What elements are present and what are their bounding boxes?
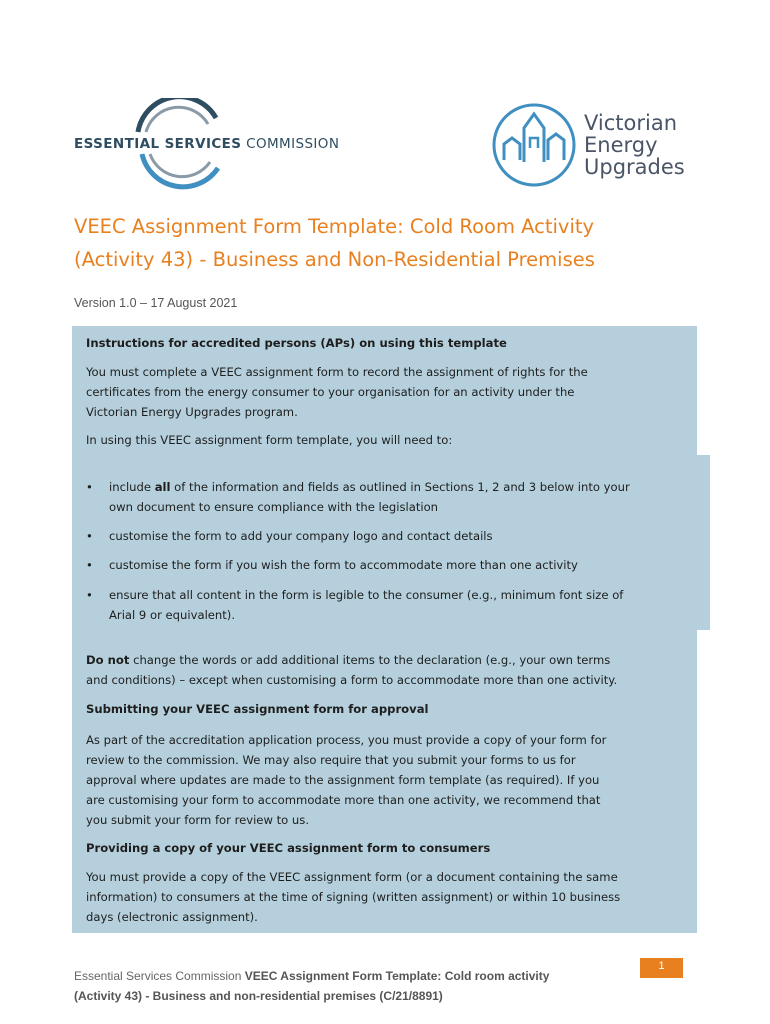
bullet-icon: •: [86, 558, 93, 572]
submitting-line-3: approval where updates are made to the assignment form template (as required). If you: [86, 773, 600, 787]
do-not-line-1: [86, 650, 686, 670]
submitting-line-5: you submit your form for review to us.: [86, 813, 310, 827]
bullet-1-post: of the information and fields as outlined in Sections 1, 2 and 3 below into your: [170, 480, 630, 494]
para1-line-2: certificates from the energy consumer to your organisation for an activity under the: [86, 385, 575, 399]
esc-logo-bold: ESSENTIAL SERVICES: [74, 136, 242, 152]
veu-line-2: Energy: [584, 133, 658, 157]
veu-line-1: Victorian: [584, 111, 678, 135]
bullet-icon: •: [86, 529, 93, 543]
do-not-line-1-text: change the words or add additional items to the declaration (e.g., your own terms: [129, 653, 611, 667]
veu-city-icon: [488, 100, 580, 190]
do-not-line-2: and conditions) – except when customising a form to accommodate more than one activity.: [86, 673, 618, 687]
bullet-4-line-2: Arial 9 or equivalent).: [109, 608, 236, 622]
providing-heading: Providing a copy of your VEEC assignment form to consumers: [86, 841, 491, 855]
bullet-1-line-2: own document to ensure compliance with the legislation: [109, 500, 439, 514]
bullet-icon: •: [86, 588, 93, 602]
version-text: Version 1.0 – 17 August 2021: [74, 296, 238, 310]
document-title: [74, 210, 714, 276]
title-line-2: (Activity 43) - Business and Non-Residential Premises: [74, 248, 595, 271]
bullet-4-line-1: ensure that all content in the form is legible to the consumer (e.g., minimum font size of: [109, 588, 624, 602]
veu-logo-text: [584, 112, 685, 178]
footer-doc-title: VEEC Assignment Form Template: Cold room activity: [244, 969, 550, 983]
submitting-line-4: are customising your form to accommodate more than one activity, we recommend that: [86, 793, 601, 807]
submitting-heading: Submitting your VEEC assignment form for approval: [86, 702, 429, 716]
esc-logo-light: COMMISSION: [246, 136, 340, 152]
instructions-heading: Instructions for accredited persons (APs) on using this template: [86, 336, 507, 350]
providing-line-3: days (electronic assignment).: [86, 910, 258, 924]
instructions-para-1: [86, 362, 686, 422]
para1-line-1: You must complete a VEEC assignment form to record the assignment of rights for the: [86, 365, 588, 379]
page-number-badge: 1: [640, 958, 683, 978]
do-not-bold: Do not: [86, 653, 130, 667]
bullet-3-text: customise the form if you wish the form to accommodate more than one activity: [109, 558, 578, 572]
para1-line-3: Victorian Energy Upgrades program.: [86, 405, 298, 419]
bullet-1-pre: include: [109, 480, 155, 494]
bullet-1-line-1: [109, 477, 694, 497]
instructions-para-2: In using this VEEC assignment form template, you will need to:: [86, 433, 453, 447]
providing-paragraph: [86, 867, 686, 927]
submitting-line-1: As part of the accreditation application process, you must provide a copy of your form for: [86, 733, 607, 747]
bullet-icon: •: [86, 480, 93, 494]
footer-doc-subtitle: (Activity 43) - Business and non-residential premises (C/21/8891): [74, 989, 443, 1003]
veu-line-3: Upgrades: [584, 155, 685, 179]
bullet-1-bold: all: [154, 480, 171, 494]
do-not-paragraph: [86, 650, 686, 690]
footer-line-1: [74, 966, 674, 986]
veu-logo: [488, 100, 718, 190]
footer-org: Essential Services Commission: [74, 969, 245, 983]
esc-logo: [74, 98, 364, 190]
esc-logo-text: [74, 136, 339, 152]
page-footer: [74, 966, 674, 1006]
providing-line-1: You must provide a copy of the VEEC assignment form (or a document containing the same: [86, 870, 618, 884]
submitting-line-2: review to the commission. We may also require that you submit your forms to us for: [86, 753, 576, 767]
providing-line-2: information) to consumers at the time of signing (written assignment) or within 10 business: [86, 890, 621, 904]
submitting-paragraph: [86, 730, 686, 830]
bullet-2-text: customise the form to add your company logo and contact details: [109, 529, 493, 543]
title-line-1: VEEC Assignment Form Template: Cold Room Activity: [74, 215, 595, 238]
